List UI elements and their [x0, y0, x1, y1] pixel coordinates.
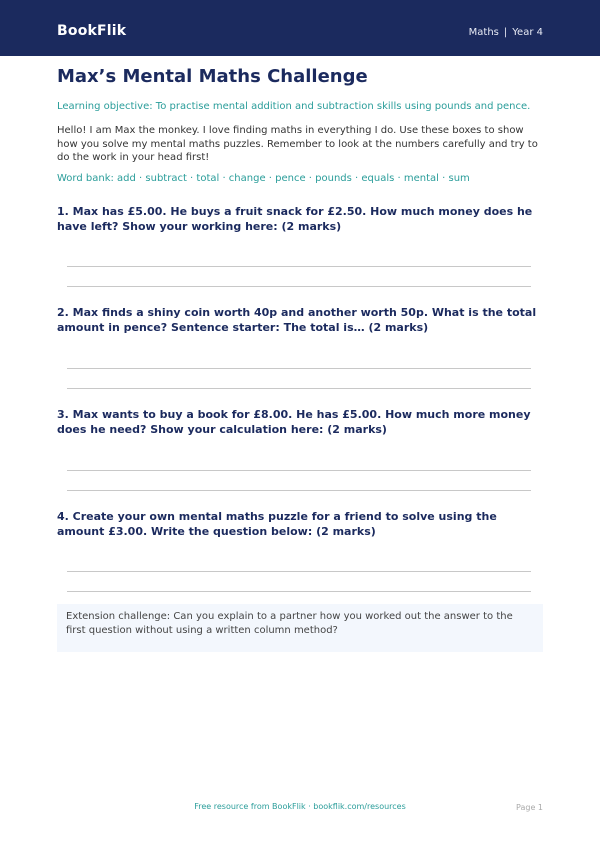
question-2: 2. Max finds a shiny coin worth 40p and another worth 50p. What is the total amount in pence? Sentence starter: The total is… (2 marks): [57, 306, 537, 334]
answer-line[interactable]: [67, 571, 531, 572]
extension-text: Extension challenge: Can you explain to a partner how you worked out the answer to the first question without using a written column method?: [66, 611, 513, 636]
answer-line[interactable]: [67, 591, 531, 592]
answer-line[interactable]: [67, 388, 531, 389]
answer-line[interactable]: [67, 368, 531, 369]
question-1: 1. Max has £5.00. He buys a fruit snack for £2.50. How much money does he have left? Show your working here: (2 marks): [57, 205, 533, 233]
page-title: Max’s Mental Maths Challenge: [57, 66, 368, 87]
header-bar: [0, 0, 600, 56]
page-number: Page 1: [516, 803, 543, 812]
question-4: 4. Create your own mental maths puzzle for a friend to solve using the amount £3.00. Write the question below: (2 marks): [57, 510, 497, 538]
answer-line[interactable]: [67, 266, 531, 267]
intro-text: Hello! I am Max the monkey. I love finding maths in everything I do. Use these boxes to show how you solve my mental maths puzzles. Remember to look at the numbers carefully and try to do the work in your head first!: [57, 125, 538, 163]
answer-line[interactable]: [67, 286, 531, 287]
subject-label: Maths: [468, 27, 499, 38]
subject-year-label: [469, 27, 543, 38]
footer-link[interactable]: Free resource from BookFlik · bookflik.com/resources: [194, 802, 406, 811]
extension-box: [57, 604, 543, 652]
answer-line[interactable]: [67, 470, 531, 471]
brand-logo[interactable]: BookFlik: [57, 23, 127, 39]
separator: |: [503, 27, 508, 38]
learning-objective: Learning objective: To practise mental addition and subtraction skills using pounds and pence.: [57, 101, 531, 112]
word-bank: Word bank: add · subtract · total · change · pence · pounds · equals · mental · sum: [57, 173, 470, 184]
answer-line[interactable]: [67, 490, 531, 491]
year-label: Year 4: [512, 27, 543, 38]
question-3: 3. Max wants to buy a book for £8.00. He has £5.00. How much more money does he need? Show your calculation here: (2 marks): [57, 408, 531, 436]
